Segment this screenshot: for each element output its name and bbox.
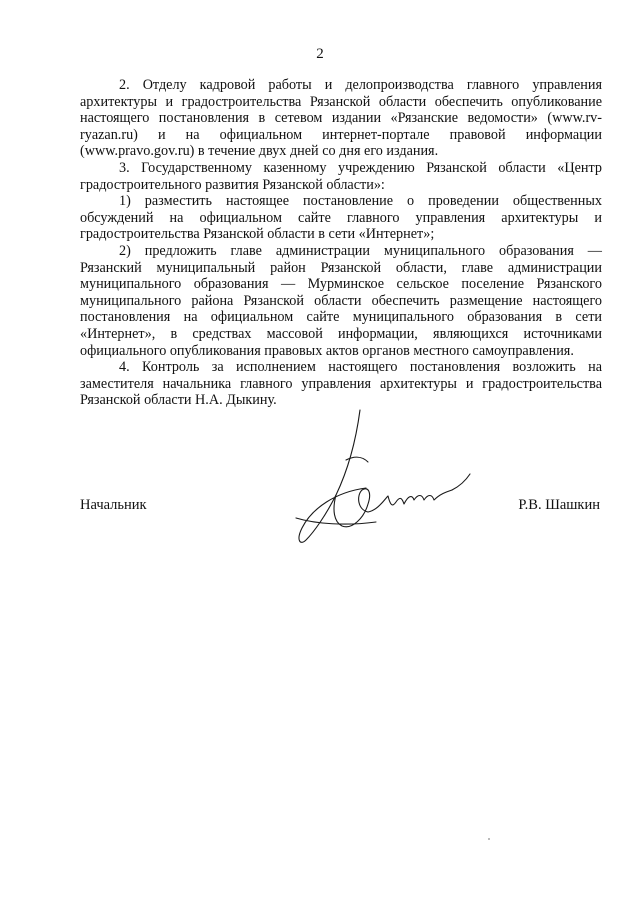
document-body (80, 77, 602, 409)
paragraph-3-1: 1) разместить настоящее постановление о проведении общественных обсуждений на официальном сайте главного управления архитектуры и градостроительства Рязанской области в сети «Интернет»; (80, 193, 602, 243)
paragraph-3: 3. Государственному казенному учреждению Рязанской области «Центр градостроительного развития Рязанской области»: (80, 159, 602, 193)
handwritten-signature (276, 400, 476, 560)
paragraph-3-2: 2) предложить главе администрации муниципального образования — Рязанский муниципальный район Рязанской области, главе администрации муниципального образования — Мурминское сельское поселение Рязанского муниципального района Рязанской области обеспечить размещение настоящего постановления на официальном сайте муниципального образования в сети «Интернет», в средствах массовой информации, являющихся источниками официального опубликования правовых актов органов местного самоуправления. (80, 242, 602, 359)
paragraph-2: 2. Отделу кадровой работы и делопроизводства главного управления архитектуры и градостроительства Рязанской области обеспечить опубликование настоящего постановления в сетевом издании «Рязанские ведомости» (www.rv-ryazan.ru) и на официальном интернет-портале правовой информации (www.pravo.gov.ru) в течение двух дней со дня его издания. (80, 77, 602, 160)
paragraph-4: 4. Контроль за исполнением настоящего постановления возложить на заместителя начальника главного управления архитектуры и градостроительства Рязанской области Н.А. Дыкину. (80, 359, 602, 409)
scan-speck (488, 838, 490, 840)
page-number: 2 (316, 46, 324, 62)
signatory-name: Р.В. Шашкин (518, 497, 600, 513)
signatory-role: Начальник (80, 497, 147, 513)
